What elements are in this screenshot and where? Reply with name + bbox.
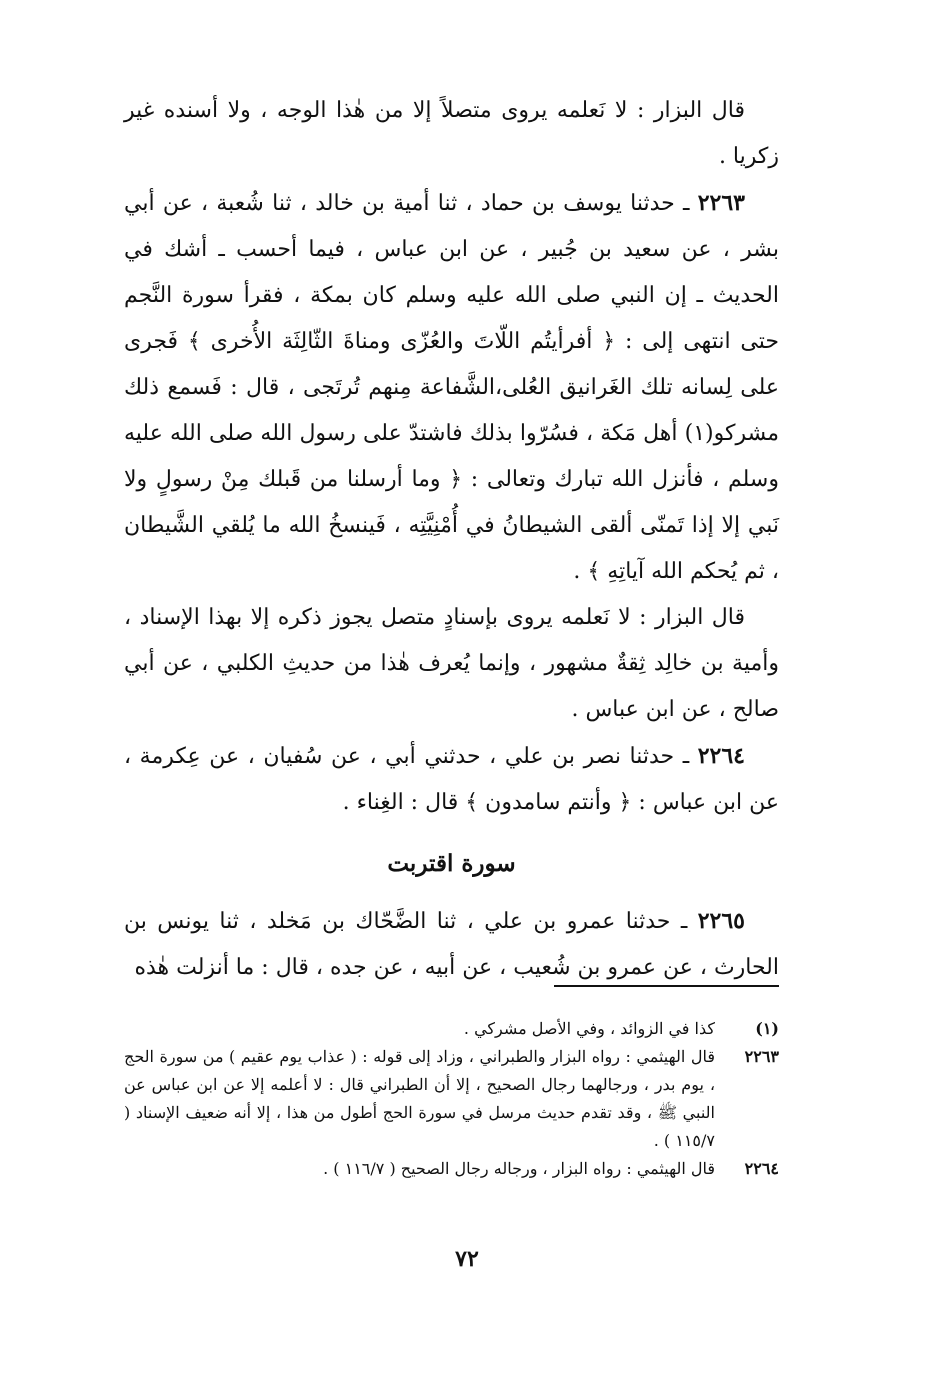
main-text [124,88,779,991]
footnote-2264 [124,1155,779,1183]
hadith-text: ـ حدثنا نصر بن علي ، حدثني أبي ، عن سُفيان ، عن عِكرمة ، عن ابن عباس : ﴿ وأنتم سامدون ﴾ قال : الغِناء . [124,744,779,815]
hadith-number: ٢٢٦٥ [697,908,745,934]
hadith-number: ٢٢٦٤ [697,743,745,769]
footnote-divider [554,985,779,987]
hadith-2263 [124,180,779,595]
footnote-key: (١) [755,1019,779,1038]
footnotes [124,1015,779,1183]
hadith-2265 [124,898,779,991]
surah-heading: سورة اقتربت [387,850,516,877]
footnote-1 [124,1015,779,1043]
hadith-text: ـ حدثنا يوسف بن حماد ، ثنا أمية بن خالد ، ثنا شُعبة ، عن أبي بشر ، عن سعيد بن جُبير ، عن ابن عباس ، فيما أحسب ـ أشك في الحديث ـ إن النبي صلى الله عليه وسلم كان بمكة ، فقرأ سورة النَّجم حتى انتهى إلى : ﴿ أفرأيتُم اللّاتَ والعُزّى ومناةَ الثّالِثَة الأُخرى ﴾ فَجرى على لِسانه تلك الغَرانيق العُلى،الشَّفاعة مِنهم تُرتَجى ، قال : فَسمع ذلك مشركو(١) أهل مَكة ، فسُرّوا بذلك فاشتدّ على رسول الله صلى الله عليه وسلم ، فأنزل الله تبارك وتعالى : ﴿ وما أرسلنا من قَبلك مِنْ رسولٍ ولا نَبي إلا إذا تَمنّى ألقى الشيطانُ في أُمْنِيَّتِه ، فَينسخُ الله ما يُلقي الشَّيطان ، ثم يُحكم الله آياتِهِ ﴾ . [124,191,779,584]
hadith-text: ـ حدثنا عمرو بن علي ، ثنا الضَّحّاك بن مَخلد ، ثنا يونس بن الحارث ، عن عمرو بن شُعيب ، عن أبيه ، عن جده ، قال : ما أنزلت هٰذه [124,909,779,980]
hadith-number: ٢٢٦٣ [697,190,745,216]
footnote-key: ٢٢٦٤ [744,1159,779,1178]
footnote-text: قال الهيثمي : رواه البزار والطبراني ، وزاد إلى قوله : ( عذاب يوم عقيم ) من سورة الحج ، يوم بدر ، ورجالهما رجال الصحيح ، إلا أن الطبراني قال : لا أعلمه إلا عن ابن عباس عن النبي ﷺ ، وقد تقدم حديث مرسل في سورة الحج أطول من هذا ، إلا أنه ضعيف الإسناد ( ١١٥/٧ ) . [124,1047,715,1150]
footnote-text: كذا في الزوائد ، وفي الأصل مشركي . [463,1019,715,1038]
footnote-text: قال الهيثمي : رواه البزار ، ورجاله رجال الصحيح ( ١١٦/٧ ) . [323,1159,715,1178]
hadith-2264 [124,733,779,826]
paragraph-bazzar-note-2: قال البزار : لا نَعلمه يروى بإسنادٍ متصل يجوز ذكره إلا بهذا الإسناد ، وأمية بن خالِد ثِقةٌ مشهور ، وإنما يُعرف هٰذا من حديثِ الكلبي ، عن أبي صالح ، عن ابن عباس . [124,605,779,722]
paragraph-bazzar-note-1: قال البزار : لا نَعلمه يروى متصلاً إلا من هٰذا الوجه ، ولا أسنده غير زكريا . [124,98,779,169]
page-number: ٧٢ [455,1246,479,1272]
footnote-2263 [124,1043,779,1155]
footnote-key: ٢٢٦٣ [744,1047,779,1066]
